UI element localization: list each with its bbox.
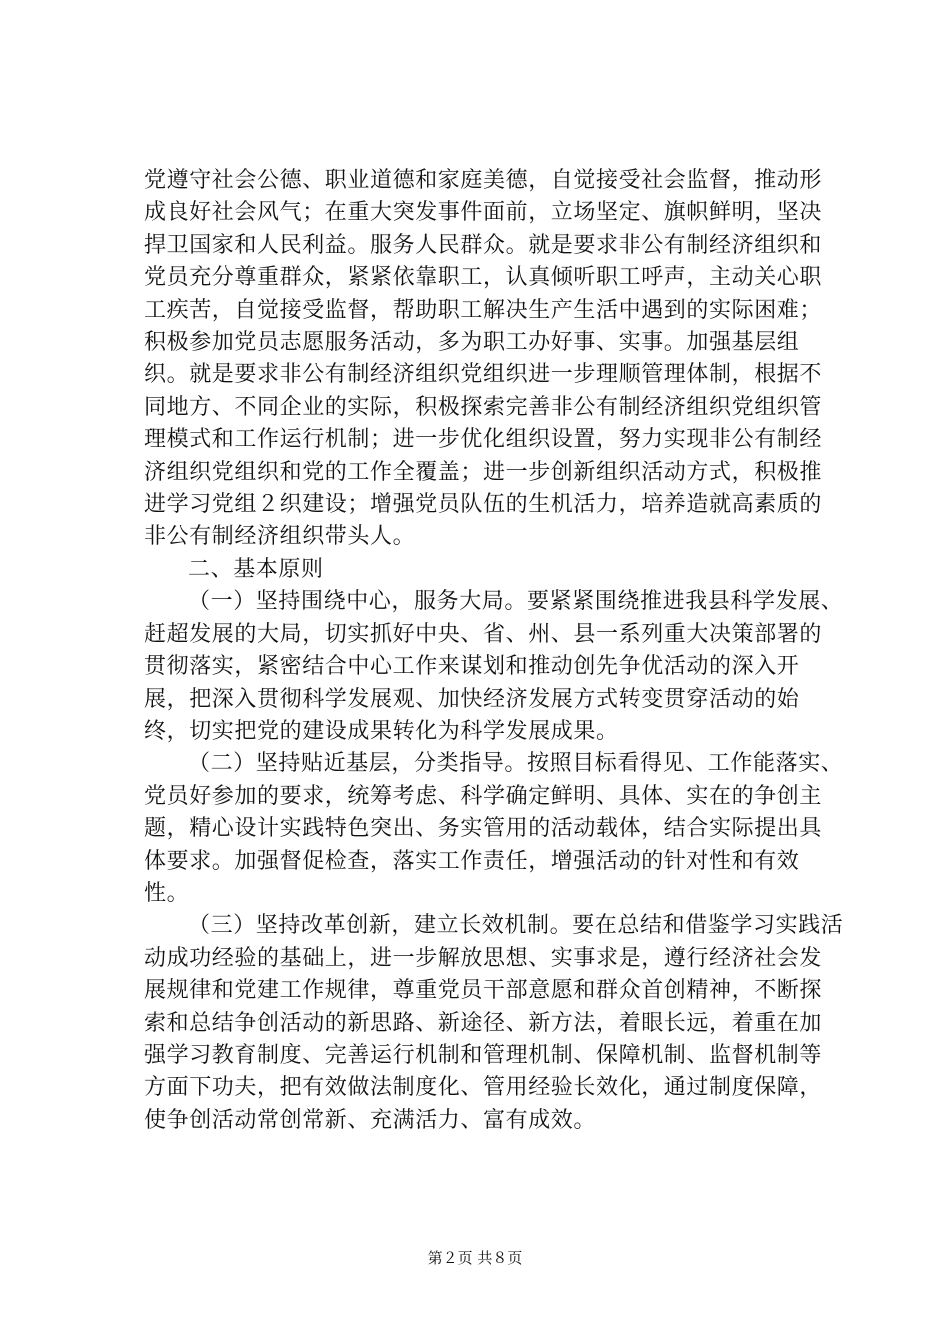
document-body bbox=[144, 165, 844, 1137]
page-number-footer: 第２页 共８页 bbox=[427, 1249, 523, 1267]
section-heading-basic-principles: 二、基本原则 bbox=[188, 556, 324, 582]
principle-two-paragraph: （二）坚持贴近基层，分类指导。按照目标看得见、工作能落实、党员好参加的要求，统筹考虑、科学确定鲜明、具体、实在的争创主题，精心设计实践特色突出、务实管用的活动载体，结合实际提出具体要求。加强督促检查，落实工作责任，增强活动的针对性和有效性。 bbox=[144, 751, 844, 906]
principle-one-paragraph: （一）坚持围绕中心，服务大局。要紧紧围绕推进我县科学发展、赶超发展的大局，切实抓好中央、省、州、县一系列重大决策部署的贯彻落实，紧密结合中心工作来谋划和推动创先争优活动的深入开展，把深入贯彻科学发展观、加快经济发展方式转变贯穿活动的始终，切实把党的建设成果转化为科学发展成果。 bbox=[144, 589, 844, 744]
principle-three-paragraph: （三）坚持改革创新，建立长效机制。要在总结和借鉴学习实践活动成功经验的基础上，进一步解放思想、实事求是，遵行经济社会发展规律和党建工作规律，尊重党员干部意愿和群众首创精神，不断探索和总结争创活动的新思路、新途径、新方法，着眼长远，着重在加强学习教育制度、完善运行机制和管理机制、保障机制、监督机制等方面下功夫，把有效做法制度化、管用经验长效化，通过制度保障，使争创活动常创常新、充满活力、富有成效。 bbox=[144, 913, 844, 1133]
paragraph-continuation: 党遵守社会公德、职业道德和家庭美德，自觉接受社会监督，推动形成良好社会风气；在重大突发事件面前，立场坚定、旗帜鲜明，坚决捍卫国家和人民利益。服务人民群众。就是要求非公有制经济组织和党员充分尊重群众，紧紧依靠职工，认真倾听职工呼声，主动关心职工疾苦，自觉接受监督，帮助职工解决生产生活中遇到的实际困难；积极参加党员志愿服务活动，多为职工办好事、实事。加强基层组织。就是要求非公有制经济组织党组织进一步理顺管理体制，根据不同地方、不同企业的实际，积极探索完善非公有制经济组织党组织管理模式和工作运行机制；进一步优化组织设置，努力实现非公有制经济组织党组织和党的工作全覆盖；进一步创新组织活动方式，积极推进学习党组２织建设；增强党员队伍的生机活力，培养造就高素质的非公有制经济组织带头人。 bbox=[144, 168, 823, 550]
